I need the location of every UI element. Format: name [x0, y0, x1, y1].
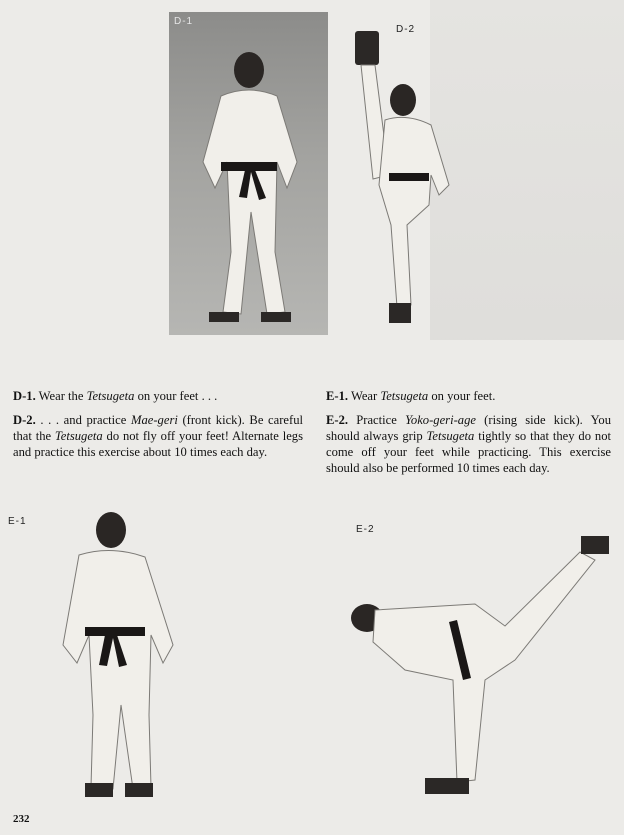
photo-label-d2: D-2	[396, 24, 416, 35]
caption-d2-text-3: do not fly off your feet! Alternate legs and practice this exercise about 10 times each day.	[13, 429, 303, 459]
photo-label-e1: E-1	[8, 516, 27, 527]
photo-label-d1: D-1	[174, 16, 194, 27]
caption-e2-text-2: (rising side kick). You should always grip	[326, 413, 612, 443]
karateka-standing-d1	[169, 12, 328, 335]
caption-d1-id: D-1.	[13, 389, 36, 403]
karateka-standing-e1	[55, 505, 185, 805]
caption-e1	[326, 388, 611, 404]
caption-d1-term: Tetsugeta	[86, 389, 135, 403]
caption-d2-text-2: (front kick). Be careful that the	[13, 413, 303, 443]
caption-e1-id: E-1.	[326, 389, 349, 403]
karateka-front-kick-d2	[345, 25, 465, 330]
caption-e1-text-1: Wear	[348, 389, 381, 403]
caption-d2-text-1: . . . and practice	[35, 413, 131, 427]
caption-e2-term-1: Yoko-geri-age	[405, 413, 476, 427]
caption-e2-text-1: Practice	[348, 413, 406, 427]
caption-e2-term-2: Tetsugeta	[426, 429, 475, 443]
caption-d2-term-2: Tetsugeta	[54, 429, 103, 443]
caption-d1	[13, 388, 303, 404]
caption-d1-text-2: on your feet . . .	[134, 389, 218, 403]
caption-e1-text-2: on your feet.	[428, 389, 496, 403]
caption-e1-term: Tetsugeta	[380, 389, 429, 403]
karateka-side-kick-e2	[345, 530, 615, 800]
photo-label-e2: E-2	[356, 524, 375, 535]
caption-d1-text-1: Wear the	[35, 389, 87, 403]
caption-e2-id: E-2.	[326, 413, 349, 427]
caption-d2-term-1: Mae-geri	[130, 413, 178, 427]
page-number: 232	[13, 813, 30, 825]
caption-e2	[326, 412, 611, 476]
caption-d2-id: D-2.	[13, 413, 36, 427]
caption-d2	[13, 412, 303, 460]
caption-e2-text-3: tightly so that they do not come off your feet while practicing. This exercise should also be performed 10 times each day.	[326, 429, 611, 475]
